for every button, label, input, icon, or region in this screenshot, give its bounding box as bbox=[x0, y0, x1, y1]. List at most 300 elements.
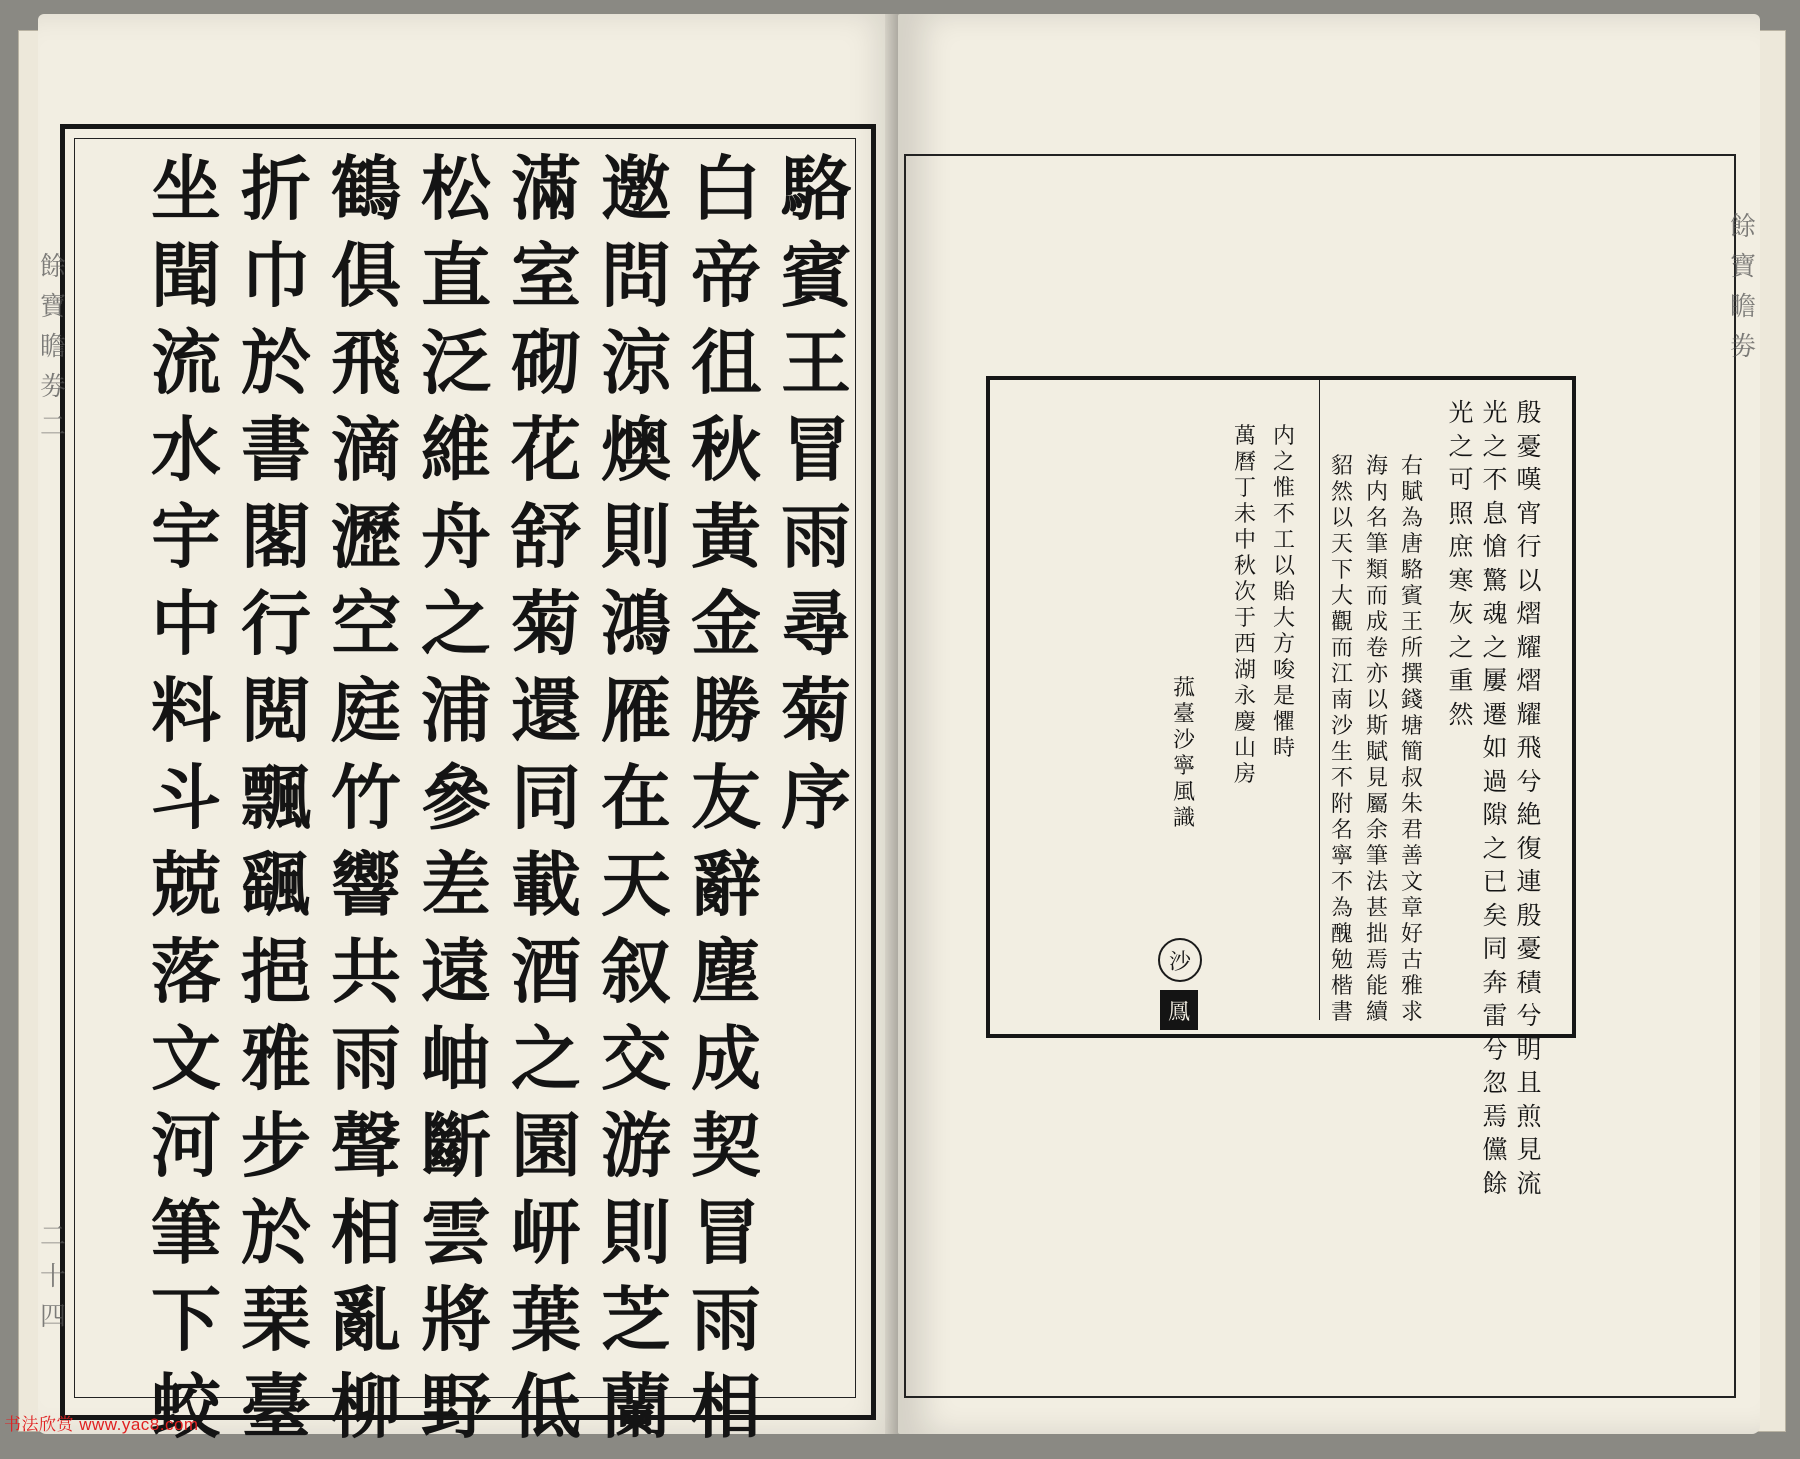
glyph: 成 bbox=[1365, 610, 1388, 635]
colophon-signature bbox=[1170, 678, 1198, 834]
glyph: 書 bbox=[241, 408, 311, 491]
glyph: 大 bbox=[1330, 584, 1353, 609]
text-column-3 bbox=[594, 147, 678, 1459]
glyph: 沙 bbox=[1330, 714, 1353, 739]
glyph: 白 bbox=[691, 147, 761, 230]
glyph: 參 bbox=[421, 756, 491, 839]
glyph: 拙 bbox=[1365, 922, 1388, 947]
glyph: 俱 bbox=[331, 234, 401, 317]
glyph: 類 bbox=[1365, 558, 1388, 583]
glyph: 江 bbox=[1330, 662, 1353, 687]
glyph: 貽 bbox=[1272, 580, 1295, 605]
glyph: 酒 bbox=[511, 930, 581, 1013]
site-watermark: 书法欣赏 www.yac8.com bbox=[4, 1415, 199, 1434]
glyph: 善 bbox=[1400, 844, 1423, 869]
margin-glyph: 餘 bbox=[39, 252, 66, 282]
glyph: 以 bbox=[1330, 506, 1353, 531]
glyph: 以 bbox=[1365, 688, 1388, 713]
glyph: 房 bbox=[1233, 762, 1256, 787]
glyph: 王 bbox=[1400, 610, 1423, 635]
glyph: 叔 bbox=[1400, 766, 1423, 791]
glyph: 亦 bbox=[1365, 662, 1388, 687]
glyph: 燠 bbox=[601, 408, 671, 491]
glyph: 下 bbox=[151, 1278, 221, 1361]
glyph: 山 bbox=[1233, 736, 1256, 761]
glyph: 問 bbox=[601, 234, 671, 317]
glyph: 之 bbox=[1482, 833, 1508, 863]
glyph: 能 bbox=[1365, 974, 1388, 999]
margin-glyph: 寶 bbox=[1729, 252, 1756, 282]
glyph: 錢 bbox=[1400, 688, 1423, 713]
glyph: 不 bbox=[1272, 502, 1295, 527]
glyph: 瀝 bbox=[331, 495, 401, 578]
glyph: 之 bbox=[511, 1017, 581, 1100]
glyph: 然 bbox=[1448, 699, 1474, 729]
glyph: 復 bbox=[1516, 833, 1542, 863]
glyph: 雷 bbox=[1482, 1001, 1508, 1030]
text-column-4 bbox=[504, 147, 588, 1459]
glyph: 序 bbox=[781, 756, 851, 839]
glyph: 友 bbox=[691, 756, 761, 839]
glyph: 為 bbox=[1330, 896, 1353, 921]
margin-glyph: 劵 bbox=[39, 372, 66, 402]
glyph: 惟 bbox=[1272, 476, 1295, 501]
glyph: 泛 bbox=[421, 321, 491, 404]
glyph: 宵 bbox=[1516, 498, 1542, 528]
glyph: 折 bbox=[241, 147, 311, 230]
glyph: 賓 bbox=[1400, 584, 1423, 609]
glyph: 還 bbox=[511, 669, 581, 752]
glyph: 相 bbox=[331, 1191, 401, 1274]
text-column-8 bbox=[144, 147, 228, 1459]
glyph: 黃 bbox=[691, 495, 761, 578]
seal-round: 沙 bbox=[1158, 938, 1202, 982]
glyph: 菊 bbox=[781, 669, 851, 752]
glyph: 相 bbox=[691, 1365, 761, 1448]
glyph: 慶 bbox=[1233, 710, 1256, 735]
glyph: 兢 bbox=[151, 843, 221, 926]
glyph: 野 bbox=[421, 1365, 491, 1448]
glyph: 差 bbox=[421, 843, 491, 926]
glyph: 章 bbox=[1400, 896, 1423, 921]
glyph: 文 bbox=[151, 1017, 221, 1100]
margin-glyph: 餘 bbox=[1729, 212, 1756, 242]
glyph: 竹 bbox=[331, 756, 401, 839]
colophon-column-2 bbox=[1478, 400, 1512, 1204]
glyph: 成 bbox=[691, 1017, 761, 1100]
glyph: 行 bbox=[1516, 532, 1542, 561]
glyph: 積 bbox=[1516, 967, 1542, 997]
glyph: 飛 bbox=[331, 321, 401, 404]
glyph: 唐 bbox=[1400, 532, 1423, 557]
glyph: 光 bbox=[1448, 398, 1474, 427]
glyph: 芝 bbox=[601, 1278, 671, 1361]
glyph: 法 bbox=[1365, 870, 1388, 895]
glyph: 次 bbox=[1233, 580, 1256, 605]
glyph: 方 bbox=[1272, 632, 1295, 657]
left-margin-title bbox=[38, 254, 68, 454]
glyph: 時 bbox=[1272, 736, 1295, 761]
glyph: 同 bbox=[1482, 934, 1508, 963]
margin-glyph: 寶 bbox=[39, 292, 66, 322]
glyph: 秋 bbox=[691, 408, 761, 491]
glyph: 砌 bbox=[511, 321, 581, 404]
glyph: 殷 bbox=[1516, 398, 1542, 427]
glyph: 而 bbox=[1330, 636, 1353, 661]
glyph: 坐 bbox=[151, 147, 221, 230]
glyph: 斯 bbox=[1365, 714, 1388, 739]
glyph: 絶 bbox=[1516, 800, 1542, 829]
glyph: 載 bbox=[511, 843, 581, 926]
glyph: 賦 bbox=[1400, 480, 1423, 505]
glyph: 塘 bbox=[1400, 714, 1423, 739]
glyph: 叙 bbox=[601, 930, 671, 1013]
glyph: 求 bbox=[1400, 1000, 1423, 1025]
glyph: 共 bbox=[331, 930, 401, 1013]
margin-glyph: 二 bbox=[39, 412, 66, 442]
glyph: 屬 bbox=[1365, 792, 1388, 817]
glyph: 以 bbox=[1516, 565, 1542, 595]
glyph: 雨 bbox=[691, 1278, 761, 1361]
glyph: 斷 bbox=[421, 1104, 491, 1187]
glyph: 書 bbox=[1330, 1000, 1353, 1025]
glyph: 臺 bbox=[241, 1365, 311, 1448]
glyph: 王 bbox=[781, 321, 851, 404]
glyph: 可 bbox=[1448, 465, 1474, 494]
glyph: 重 bbox=[1448, 666, 1474, 695]
glyph: 天 bbox=[1330, 532, 1353, 557]
glyph: 已 bbox=[1482, 867, 1508, 896]
glyph: 寧 bbox=[1172, 754, 1195, 779]
colophon-column-1 bbox=[1512, 400, 1546, 1204]
glyph: 矣 bbox=[1482, 900, 1508, 930]
glyph: 右 bbox=[1400, 454, 1423, 479]
glyph: 雲 bbox=[421, 1191, 491, 1274]
colophon-divider bbox=[1319, 380, 1320, 1020]
glyph: 耀 bbox=[1516, 699, 1542, 729]
glyph: 隙 bbox=[1482, 800, 1508, 829]
text-column-6 bbox=[324, 147, 408, 1459]
glyph: 沙 bbox=[1172, 728, 1195, 753]
glyph: 照 bbox=[1448, 498, 1474, 528]
glyph: 河 bbox=[151, 1104, 221, 1187]
glyph: 余 bbox=[1365, 818, 1388, 843]
glyph: 於 bbox=[241, 321, 311, 404]
glyph: 如 bbox=[1482, 733, 1508, 762]
colophon-column-3 bbox=[1444, 400, 1478, 735]
left-margin-page bbox=[38, 1224, 68, 1344]
glyph: 不 bbox=[1482, 465, 1508, 494]
glyph: 在 bbox=[601, 756, 671, 839]
glyph: 庶 bbox=[1448, 532, 1474, 561]
glyph: 内 bbox=[1365, 480, 1388, 505]
glyph: 賓 bbox=[781, 234, 851, 317]
glyph: 則 bbox=[601, 495, 671, 578]
glyph: 唆 bbox=[1272, 658, 1295, 683]
glyph: 不 bbox=[1330, 870, 1353, 895]
glyph: 殷 bbox=[1516, 900, 1542, 930]
glyph: 室 bbox=[511, 234, 581, 317]
glyph: 好 bbox=[1400, 922, 1423, 947]
glyph: 舒 bbox=[511, 495, 581, 578]
glyph: 驚 bbox=[1482, 565, 1508, 595]
glyph: 滴 bbox=[331, 408, 401, 491]
glyph: 尋 bbox=[781, 582, 851, 665]
glyph: 賦 bbox=[1365, 740, 1388, 765]
glyph: 風 bbox=[1172, 780, 1195, 805]
glyph: 將 bbox=[421, 1278, 491, 1361]
glyph: 舟 bbox=[421, 495, 491, 578]
glyph: 亂 bbox=[331, 1278, 401, 1361]
colophon-column-4 bbox=[1398, 456, 1426, 1028]
glyph: 奔 bbox=[1482, 967, 1508, 997]
glyph: 之 bbox=[1448, 431, 1474, 461]
glyph: 雅 bbox=[1400, 974, 1423, 999]
glyph: 之 bbox=[1448, 632, 1474, 662]
glyph: 丁 bbox=[1233, 476, 1256, 501]
glyph: 愴 bbox=[1482, 532, 1508, 561]
glyph: 卷 bbox=[1365, 636, 1388, 661]
glyph: 落 bbox=[151, 930, 221, 1013]
glyph: 筆 bbox=[151, 1191, 221, 1274]
glyph: 辭 bbox=[691, 843, 761, 926]
text-column-2 bbox=[684, 147, 768, 1459]
glyph: 觀 bbox=[1330, 610, 1353, 635]
glyph: 之 bbox=[1482, 431, 1508, 461]
glyph: 閲 bbox=[241, 669, 311, 752]
glyph: 附 bbox=[1330, 792, 1353, 817]
glyph: 而 bbox=[1365, 584, 1388, 609]
glyph: 工 bbox=[1272, 528, 1295, 553]
margin-glyph: 劵 bbox=[1729, 332, 1756, 362]
glyph: 遠 bbox=[421, 930, 491, 1013]
glyph: 餘 bbox=[1482, 1168, 1508, 1198]
glyph: 甚 bbox=[1365, 896, 1388, 921]
glyph: 遷 bbox=[1482, 699, 1508, 729]
glyph: 古 bbox=[1400, 948, 1423, 973]
glyph: 巾 bbox=[241, 234, 311, 317]
text-column-5 bbox=[414, 147, 498, 1459]
glyph: 庭 bbox=[331, 669, 401, 752]
glyph: 鴻 bbox=[601, 582, 671, 665]
glyph: 邀 bbox=[601, 147, 671, 230]
glyph: 料 bbox=[151, 669, 221, 752]
glyph: 筆 bbox=[1365, 844, 1388, 869]
glyph: 維 bbox=[421, 408, 491, 491]
glyph: 貂 bbox=[1330, 454, 1353, 479]
glyph: 見 bbox=[1365, 766, 1388, 791]
glyph: 步 bbox=[241, 1104, 311, 1187]
margin-glyph: 十 bbox=[39, 1262, 66, 1292]
glyph: 然 bbox=[1330, 480, 1353, 505]
glyph: 楷 bbox=[1330, 974, 1353, 999]
glyph: 冒 bbox=[691, 1191, 761, 1274]
glyph: 雨 bbox=[331, 1017, 401, 1100]
colophon-column-5 bbox=[1363, 456, 1391, 1028]
glyph: 筆 bbox=[1365, 532, 1388, 557]
glyph: 契 bbox=[691, 1104, 761, 1187]
glyph: 朱 bbox=[1400, 792, 1423, 817]
glyph: 憂 bbox=[1516, 431, 1542, 461]
glyph: 大 bbox=[1272, 606, 1295, 631]
colophon-column-7 bbox=[1270, 426, 1298, 764]
glyph: 直 bbox=[421, 234, 491, 317]
glyph: 君 bbox=[1400, 818, 1423, 843]
margin-glyph: 四 bbox=[39, 1302, 66, 1332]
glyph: 名 bbox=[1330, 818, 1353, 843]
glyph: 徂 bbox=[691, 321, 761, 404]
glyph: 湖 bbox=[1233, 658, 1256, 683]
glyph: 花 bbox=[511, 408, 581, 491]
glyph: 蘭 bbox=[601, 1365, 671, 1448]
glyph: 菊 bbox=[511, 582, 581, 665]
glyph: 下 bbox=[1330, 558, 1353, 583]
glyph: 行 bbox=[241, 582, 311, 665]
margin-glyph: 二 bbox=[39, 1222, 66, 1252]
glyph: 挹 bbox=[241, 930, 311, 1013]
glyph: 熠 bbox=[1516, 666, 1542, 695]
glyph: 生 bbox=[1330, 740, 1353, 765]
glyph: 嘆 bbox=[1516, 465, 1542, 494]
margin-glyph: 瞻 bbox=[39, 332, 66, 362]
glyph: 熠 bbox=[1516, 599, 1542, 628]
glyph: 空 bbox=[331, 582, 401, 665]
glyph: 斗 bbox=[151, 756, 221, 839]
glyph: 醜 bbox=[1330, 922, 1353, 947]
glyph: 撰 bbox=[1400, 662, 1423, 687]
colophon-column-8 bbox=[1231, 426, 1259, 790]
glyph: 琹 bbox=[241, 1278, 311, 1361]
right-page bbox=[898, 14, 1760, 1434]
glyph: 兮 bbox=[1482, 1034, 1508, 1064]
glyph: 續 bbox=[1365, 1000, 1388, 1025]
glyph: 懼 bbox=[1272, 710, 1295, 735]
glyph: 永 bbox=[1233, 684, 1256, 709]
glyph: 西 bbox=[1233, 632, 1256, 657]
glyph: 聞 bbox=[151, 234, 221, 317]
glyph: 南 bbox=[1330, 688, 1353, 713]
glyph: 聲 bbox=[331, 1104, 401, 1187]
glyph: 寒 bbox=[1448, 565, 1474, 595]
glyph: 同 bbox=[511, 756, 581, 839]
glyph: 識 bbox=[1172, 806, 1195, 831]
glyph: 中 bbox=[1233, 528, 1256, 553]
glyph: 以 bbox=[1272, 554, 1295, 579]
glyph: 之 bbox=[421, 582, 491, 665]
glyph: 柳 bbox=[331, 1365, 401, 1448]
glyph: 萬 bbox=[1233, 424, 1256, 449]
glyph: 雁 bbox=[601, 669, 671, 752]
glyph: 勝 bbox=[691, 669, 761, 752]
glyph: 臺 bbox=[1172, 702, 1195, 727]
glyph: 天 bbox=[601, 843, 671, 926]
glyph: 過 bbox=[1482, 766, 1508, 796]
glyph: 宇 bbox=[151, 495, 221, 578]
glyph: 低 bbox=[511, 1365, 581, 1448]
glyph: 浦 bbox=[421, 669, 491, 752]
glyph: 儻 bbox=[1482, 1135, 1508, 1164]
glyph: 兮 bbox=[1516, 766, 1542, 796]
glyph: 且 bbox=[1516, 1068, 1542, 1097]
glyph: 金 bbox=[691, 582, 761, 665]
glyph: 流 bbox=[151, 321, 221, 404]
glyph: 文 bbox=[1400, 870, 1423, 895]
glyph: 鶴 bbox=[331, 147, 401, 230]
glyph: 交 bbox=[601, 1017, 671, 1100]
glyph: 流 bbox=[1516, 1168, 1542, 1198]
glyph: 耀 bbox=[1516, 632, 1542, 662]
glyph: 不 bbox=[1330, 766, 1353, 791]
glyph: 則 bbox=[601, 1191, 671, 1274]
glyph: 飛 bbox=[1516, 733, 1542, 762]
glyph: 塵 bbox=[691, 930, 761, 1013]
glyph: 飄 bbox=[241, 756, 311, 839]
margin-glyph: 瞻 bbox=[1729, 292, 1756, 322]
right-margin-title bbox=[1728, 214, 1758, 374]
colophon-column-6 bbox=[1328, 456, 1356, 1028]
glyph: 閣 bbox=[241, 495, 311, 578]
glyph: 簡 bbox=[1400, 740, 1423, 765]
glyph: 連 bbox=[1516, 867, 1542, 896]
text-column-1 bbox=[774, 147, 858, 850]
glyph: 魂 bbox=[1482, 599, 1508, 628]
glyph: 蛟 bbox=[151, 1365, 221, 1448]
glyph: 名 bbox=[1365, 506, 1388, 531]
glyph: 灰 bbox=[1448, 599, 1474, 628]
glyph: 於 bbox=[241, 1191, 311, 1274]
left-page bbox=[38, 14, 900, 1448]
glyph: 為 bbox=[1400, 506, 1423, 531]
glyph: 忽 bbox=[1482, 1068, 1508, 1097]
glyph: 涼 bbox=[601, 321, 671, 404]
glyph: 冒 bbox=[781, 408, 851, 491]
glyph: 曆 bbox=[1233, 450, 1256, 475]
seal-square: 鳳 bbox=[1160, 990, 1198, 1030]
glyph: 響 bbox=[331, 843, 401, 926]
glyph: 未 bbox=[1233, 502, 1256, 527]
glyph: 岍 bbox=[511, 1191, 581, 1274]
glyph: 之 bbox=[1482, 632, 1508, 662]
glyph: 雅 bbox=[241, 1017, 311, 1100]
glyph: 駱 bbox=[781, 147, 851, 230]
glyph: 海 bbox=[1365, 454, 1388, 479]
glyph: 光 bbox=[1482, 398, 1508, 427]
glyph: 憂 bbox=[1516, 934, 1542, 963]
glyph: 焉 bbox=[1365, 948, 1388, 973]
glyph: 内 bbox=[1272, 424, 1295, 449]
glyph: 勉 bbox=[1330, 948, 1353, 973]
glyph: 葉 bbox=[511, 1278, 581, 1361]
glyph: 颻 bbox=[241, 843, 311, 926]
glyph: 岫 bbox=[421, 1017, 491, 1100]
glyph: 之 bbox=[1272, 450, 1295, 475]
glyph: 園 bbox=[511, 1104, 581, 1187]
glyph: 秋 bbox=[1233, 554, 1256, 579]
glyph: 寧 bbox=[1330, 844, 1353, 869]
glyph: 焉 bbox=[1482, 1101, 1508, 1131]
glyph: 中 bbox=[151, 582, 221, 665]
glyph: 屢 bbox=[1482, 666, 1508, 695]
glyph: 水 bbox=[151, 408, 221, 491]
glyph: 所 bbox=[1400, 636, 1423, 661]
glyph: 駱 bbox=[1400, 558, 1423, 583]
glyph: 煎 bbox=[1516, 1101, 1542, 1131]
glyph: 明 bbox=[1516, 1034, 1542, 1064]
glyph: 息 bbox=[1482, 498, 1508, 528]
glyph: 菰 bbox=[1172, 676, 1195, 701]
glyph: 是 bbox=[1272, 684, 1295, 709]
glyph: 帝 bbox=[691, 234, 761, 317]
